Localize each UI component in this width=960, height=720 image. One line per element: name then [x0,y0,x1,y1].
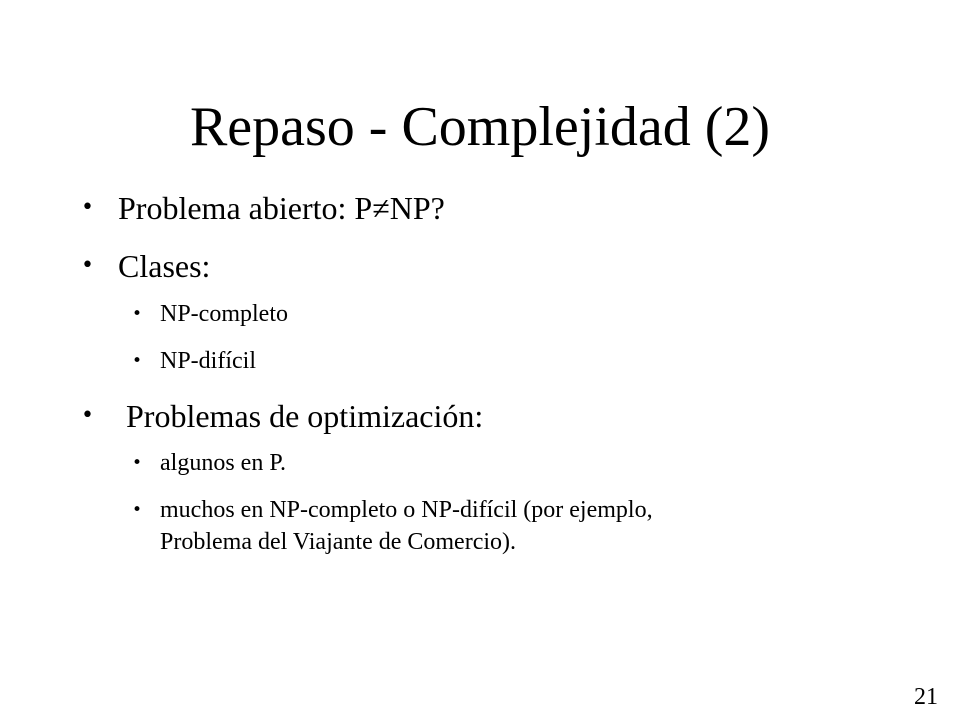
page-number: 21 [914,684,938,710]
sub-bullet-item-np-dificil [132,345,256,377]
bullet-text: Problema abierto: P≠NP? [118,190,445,226]
bullet-item-problema-abierto [81,188,445,228]
bullet-icon: • [132,304,143,324]
bullet-text-line-1: muchos en NP-completo o NP-difícil (por ejemplo, [160,497,653,523]
bullet-text: algunos en P. [160,450,286,476]
bullet-icon: • [81,195,94,220]
bullet-text: Problemas de optimización: [118,398,484,434]
bullet-icon: • [132,500,143,520]
bullet-text: NP-completo [160,301,288,327]
bullet-icon: • [81,253,94,278]
slide-title: Repaso - Complejidad (2) [189,96,771,158]
bullet-icon: • [132,453,143,473]
bullet-item-clases [81,246,211,286]
sub-bullet-item-np-completo [132,298,288,330]
bullet-text-line-2: Problema del Viajante de Comercio). [160,529,517,555]
bullet-item-problemas-optimizacion [81,396,484,436]
bullet-icon: • [81,403,94,428]
sub-bullet-item-algunos [132,447,286,479]
bullet-text: NP-difícil [160,348,256,374]
bullet-icon: • [132,351,143,371]
sub-bullet-item-muchos [132,494,653,558]
bullet-text: Clases: [118,248,211,284]
